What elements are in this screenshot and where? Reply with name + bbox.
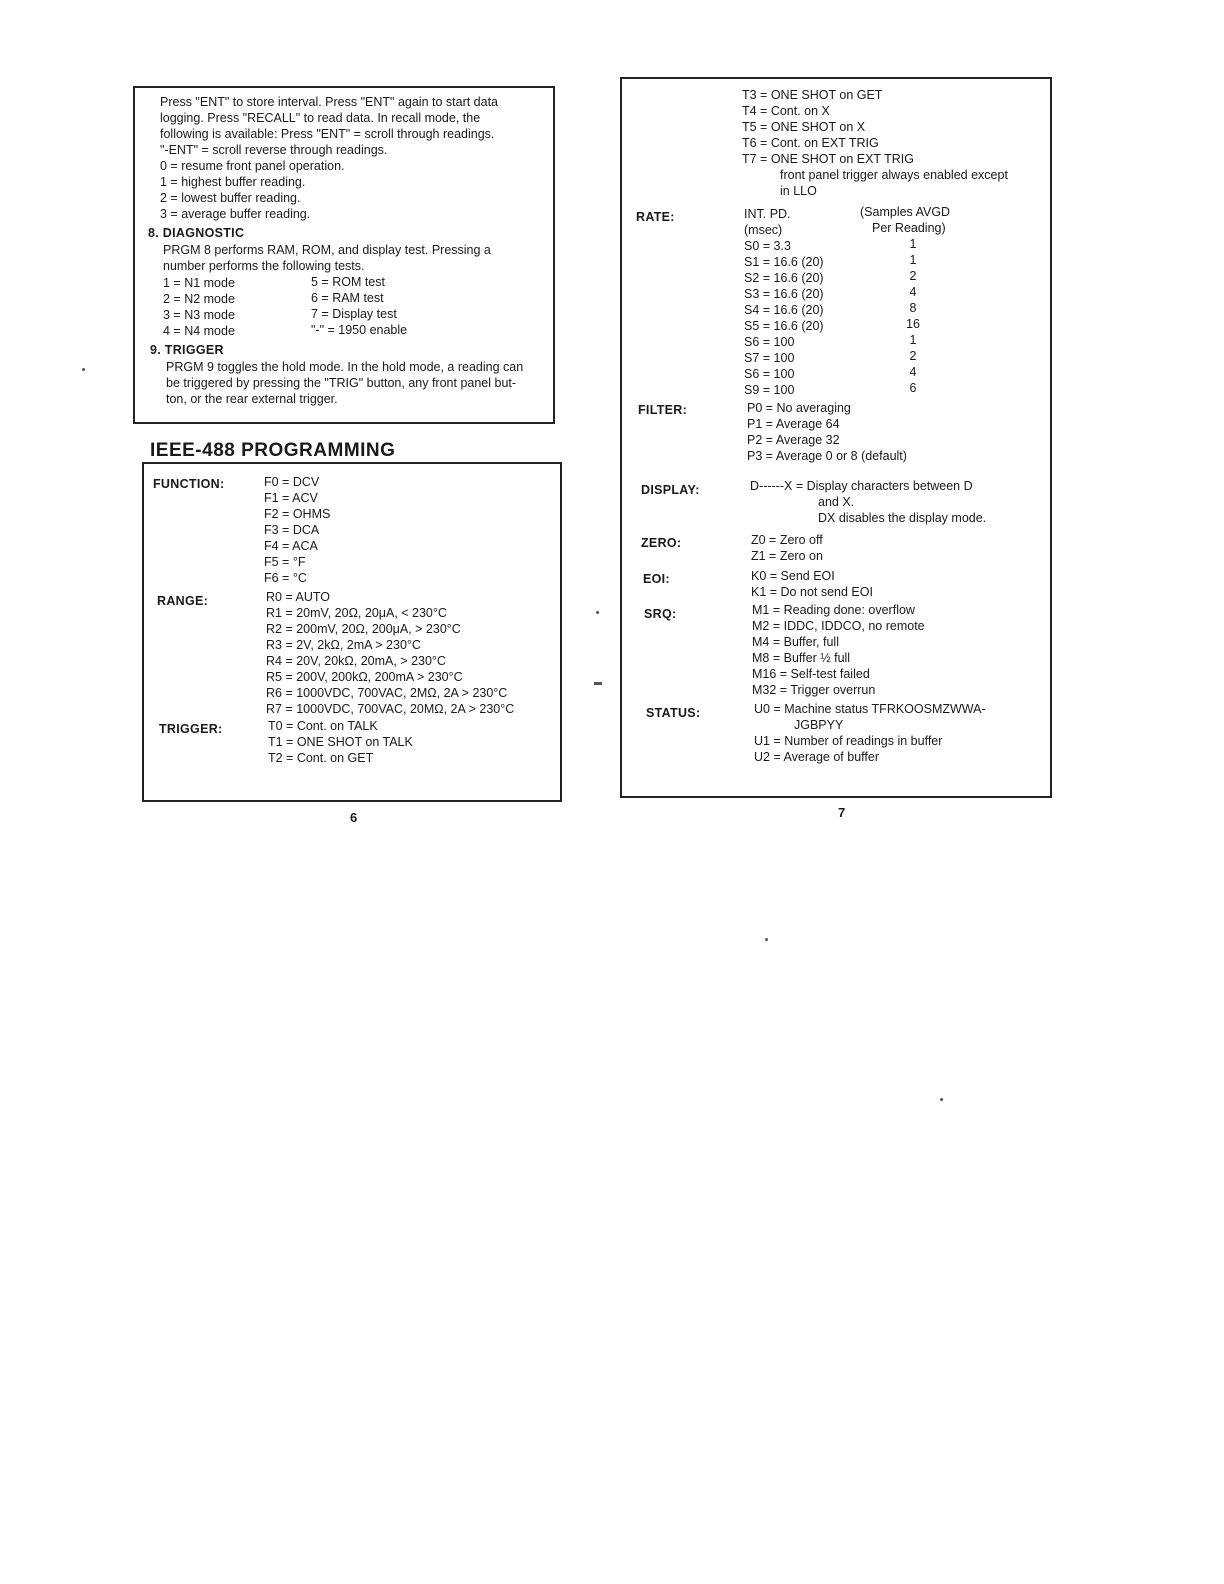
zero-label: ZERO: bbox=[641, 536, 682, 550]
display-label: DISPLAY: bbox=[641, 483, 700, 497]
text-line: be triggered by pressing the "TRIG" button, any front panel but- bbox=[166, 376, 517, 390]
rate-code: S7 = 100 bbox=[744, 351, 795, 365]
list-item: JGBPYY bbox=[794, 718, 844, 732]
list-item: and X. bbox=[818, 495, 855, 509]
function-label: FUNCTION: bbox=[153, 477, 225, 491]
list-item: R3 = 2V, 2kΩ, 2mA > 230°C bbox=[266, 638, 421, 652]
list-item: DX disables the display mode. bbox=[818, 511, 987, 525]
filter-label: FILTER: bbox=[638, 403, 688, 417]
rate-samples-value: 1 bbox=[909, 333, 917, 347]
text-line: "-ENT" = scroll reverse through readings. bbox=[160, 143, 388, 157]
list-item: M4 = Buffer, full bbox=[752, 635, 839, 649]
rate-samples-value: 4 bbox=[909, 365, 917, 379]
list-item: F6 = °C bbox=[264, 571, 307, 585]
srq-list bbox=[752, 602, 925, 698]
list-item: M16 = Self-test failed bbox=[752, 667, 870, 681]
list-item: U0 = Machine status TFRKOOSMZWWA- bbox=[754, 702, 986, 716]
list-item: Z0 = Zero off bbox=[751, 533, 823, 547]
list-item: K1 = Do not send EOI bbox=[751, 585, 873, 599]
rate-samples-value: 2 bbox=[909, 349, 917, 363]
diagnostic-items-right bbox=[311, 274, 407, 338]
list-item: U1 = Number of readings in buffer bbox=[754, 734, 943, 748]
rate-header-left bbox=[744, 206, 791, 238]
rate-label: RATE: bbox=[636, 210, 675, 224]
rate-code: S4 = 16.6 (20) bbox=[744, 303, 824, 317]
list-item: P1 = Average 64 bbox=[747, 417, 840, 431]
list-item: M32 = Trigger overrun bbox=[752, 683, 876, 697]
scan-speck bbox=[596, 611, 599, 614]
trigger-continued-list bbox=[742, 87, 1008, 199]
text-line: 2 = lowest buffer reading. bbox=[160, 191, 301, 205]
eoi-list bbox=[751, 568, 873, 600]
status-label: STATUS: bbox=[646, 706, 701, 720]
list-item: M2 = IDDC, IDDCO, no remote bbox=[752, 619, 925, 633]
scan-speck bbox=[82, 368, 85, 371]
rate-code: S0 = 3.3 bbox=[744, 239, 791, 253]
list-item: F0 = DCV bbox=[264, 475, 320, 489]
text-line: 0 = resume front panel operation. bbox=[160, 159, 345, 173]
rate-header-right bbox=[860, 204, 950, 236]
list-item: U2 = Average of buffer bbox=[754, 750, 879, 764]
list-item: F1 = ACV bbox=[264, 491, 318, 505]
text-line: 1 = highest buffer reading. bbox=[160, 175, 306, 189]
list-item: R6 = 1000VDC, 700VAC, 2MΩ, 2A > 230°C bbox=[266, 686, 508, 700]
rate-samples-value: 8 bbox=[909, 301, 917, 315]
rate-code: S2 = 16.6 (20) bbox=[744, 271, 824, 285]
list-item: T7 = ONE SHOT on EXT TRIG bbox=[742, 152, 914, 166]
text-line: following is available: Press "ENT" = scroll through readings. bbox=[160, 127, 495, 141]
page-number-left: 6 bbox=[350, 810, 358, 825]
list-item: P2 = Average 32 bbox=[747, 433, 840, 447]
scan-speck bbox=[940, 1098, 943, 1101]
list-item: P3 = Average 0 or 8 (default) bbox=[747, 449, 907, 463]
list-item: T6 = Cont. on EXT TRIG bbox=[742, 136, 879, 150]
list-item: "-" = 1950 enable bbox=[311, 323, 408, 337]
header-text: INT. PD. bbox=[744, 207, 791, 221]
list-item: 3 = N3 mode bbox=[163, 308, 235, 322]
list-item: 2 = N2 mode bbox=[163, 292, 235, 306]
rate-codes bbox=[744, 238, 824, 398]
text-line: Press "ENT" to store interval. Press "ENT" again to start data bbox=[160, 95, 499, 109]
text-line: PRGM 9 toggles the hold mode. In the hold mode, a reading can bbox=[166, 360, 524, 374]
list-item: D------X = Display characters between D bbox=[750, 479, 973, 493]
rate-code: S9 = 100 bbox=[744, 383, 795, 397]
rate-samples-value: 16 bbox=[906, 317, 920, 331]
list-item: T4 = Cont. on X bbox=[742, 104, 830, 118]
rate-samples-value: 1 bbox=[909, 253, 917, 267]
text-line: 3 = average buffer reading. bbox=[160, 207, 311, 221]
scan-speck bbox=[594, 682, 602, 685]
rate-code: S3 = 16.6 (20) bbox=[744, 287, 824, 301]
list-item: K0 = Send EOI bbox=[751, 569, 835, 583]
header-text: (msec) bbox=[744, 223, 783, 237]
rate-samples-value: 4 bbox=[909, 285, 917, 299]
list-item: M1 = Reading done: overflow bbox=[752, 603, 915, 617]
rate-code: S6 = 100 bbox=[744, 367, 795, 381]
page-number-right: 7 bbox=[838, 805, 846, 820]
rate-code: S5 = 16.6 (20) bbox=[744, 319, 824, 333]
display-list bbox=[750, 478, 986, 526]
eoi-label: EOI: bbox=[643, 572, 670, 586]
list-item: R7 = 1000VDC, 700VAC, 20MΩ, 2A > 230°C bbox=[266, 702, 515, 716]
rate-samples-value: 6 bbox=[909, 381, 917, 395]
list-item: 4 = N4 mode bbox=[163, 324, 235, 338]
text-line: ton, or the rear external trigger. bbox=[166, 392, 338, 406]
list-item: 7 = Display test bbox=[311, 307, 397, 321]
rate-code: S6 = 100 bbox=[744, 335, 795, 349]
function-list bbox=[264, 474, 330, 586]
trigger-list bbox=[268, 718, 413, 766]
list-item: T3 = ONE SHOT on GET bbox=[742, 88, 883, 102]
zero-list bbox=[751, 532, 823, 564]
range-label: RANGE: bbox=[157, 594, 209, 608]
diagnostic-items-left bbox=[163, 275, 235, 339]
list-item: T0 = Cont. on TALK bbox=[268, 719, 378, 733]
srq-label: SRQ: bbox=[644, 607, 677, 621]
list-item: 6 = RAM test bbox=[311, 291, 384, 305]
list-item: in LLO bbox=[780, 184, 817, 198]
list-item: R5 = 200V, 200kΩ, 200mA > 230°C bbox=[266, 670, 463, 684]
list-item: R2 = 200mV, 20Ω, 200μA, > 230°C bbox=[266, 622, 461, 636]
filter-list bbox=[747, 400, 907, 464]
list-item: Z1 = Zero on bbox=[751, 549, 823, 563]
text-line: PRGM 8 performs RAM, ROM, and display test. Pressing a bbox=[163, 243, 491, 257]
text-line: number performs the following tests. bbox=[163, 259, 365, 273]
list-item: M8 = Buffer ½ full bbox=[752, 651, 851, 665]
trigger-heading: 9. TRIGGER bbox=[150, 343, 224, 357]
range-list bbox=[266, 589, 514, 717]
list-item: T2 = Cont. on GET bbox=[268, 751, 374, 765]
list-item: T1 = ONE SHOT on TALK bbox=[268, 735, 413, 749]
list-item: P0 = No averaging bbox=[747, 401, 851, 415]
list-item: F3 = DCA bbox=[264, 523, 320, 537]
header-text: Per Reading) bbox=[872, 221, 946, 235]
list-item: 1 = N1 mode bbox=[163, 276, 235, 290]
rate-samples bbox=[904, 236, 922, 396]
header-text: (Samples AVGD bbox=[860, 205, 951, 219]
status-list bbox=[754, 701, 986, 765]
scan-speck bbox=[765, 938, 768, 941]
list-item: T5 = ONE SHOT on X bbox=[742, 120, 866, 134]
list-item: R1 = 20mV, 20Ω, 20μA, < 230°C bbox=[266, 606, 447, 620]
list-item: front panel trigger always enabled except bbox=[780, 168, 1008, 182]
diagnostic-heading: 8. DIAGNOSTIC bbox=[148, 226, 245, 240]
section-title: IEEE-488 PROGRAMMING bbox=[150, 440, 396, 461]
trigger-label: TRIGGER: bbox=[159, 722, 223, 736]
rate-samples-value: 1 bbox=[909, 237, 917, 251]
list-item: F4 = ACA bbox=[264, 539, 318, 553]
list-item: 5 = ROM test bbox=[311, 275, 385, 289]
list-item: F5 = °F bbox=[264, 555, 306, 569]
list-item: R4 = 20V, 20kΩ, 20mA, > 230°C bbox=[266, 654, 446, 668]
rate-code: S1 = 16.6 (20) bbox=[744, 255, 824, 269]
list-item: F2 = OHMS bbox=[264, 507, 331, 521]
text-line: logging. Press "RECALL" to read data. In recall mode, the bbox=[160, 111, 481, 125]
list-item: R0 = AUTO bbox=[266, 590, 331, 604]
rate-samples-value: 2 bbox=[909, 269, 917, 283]
